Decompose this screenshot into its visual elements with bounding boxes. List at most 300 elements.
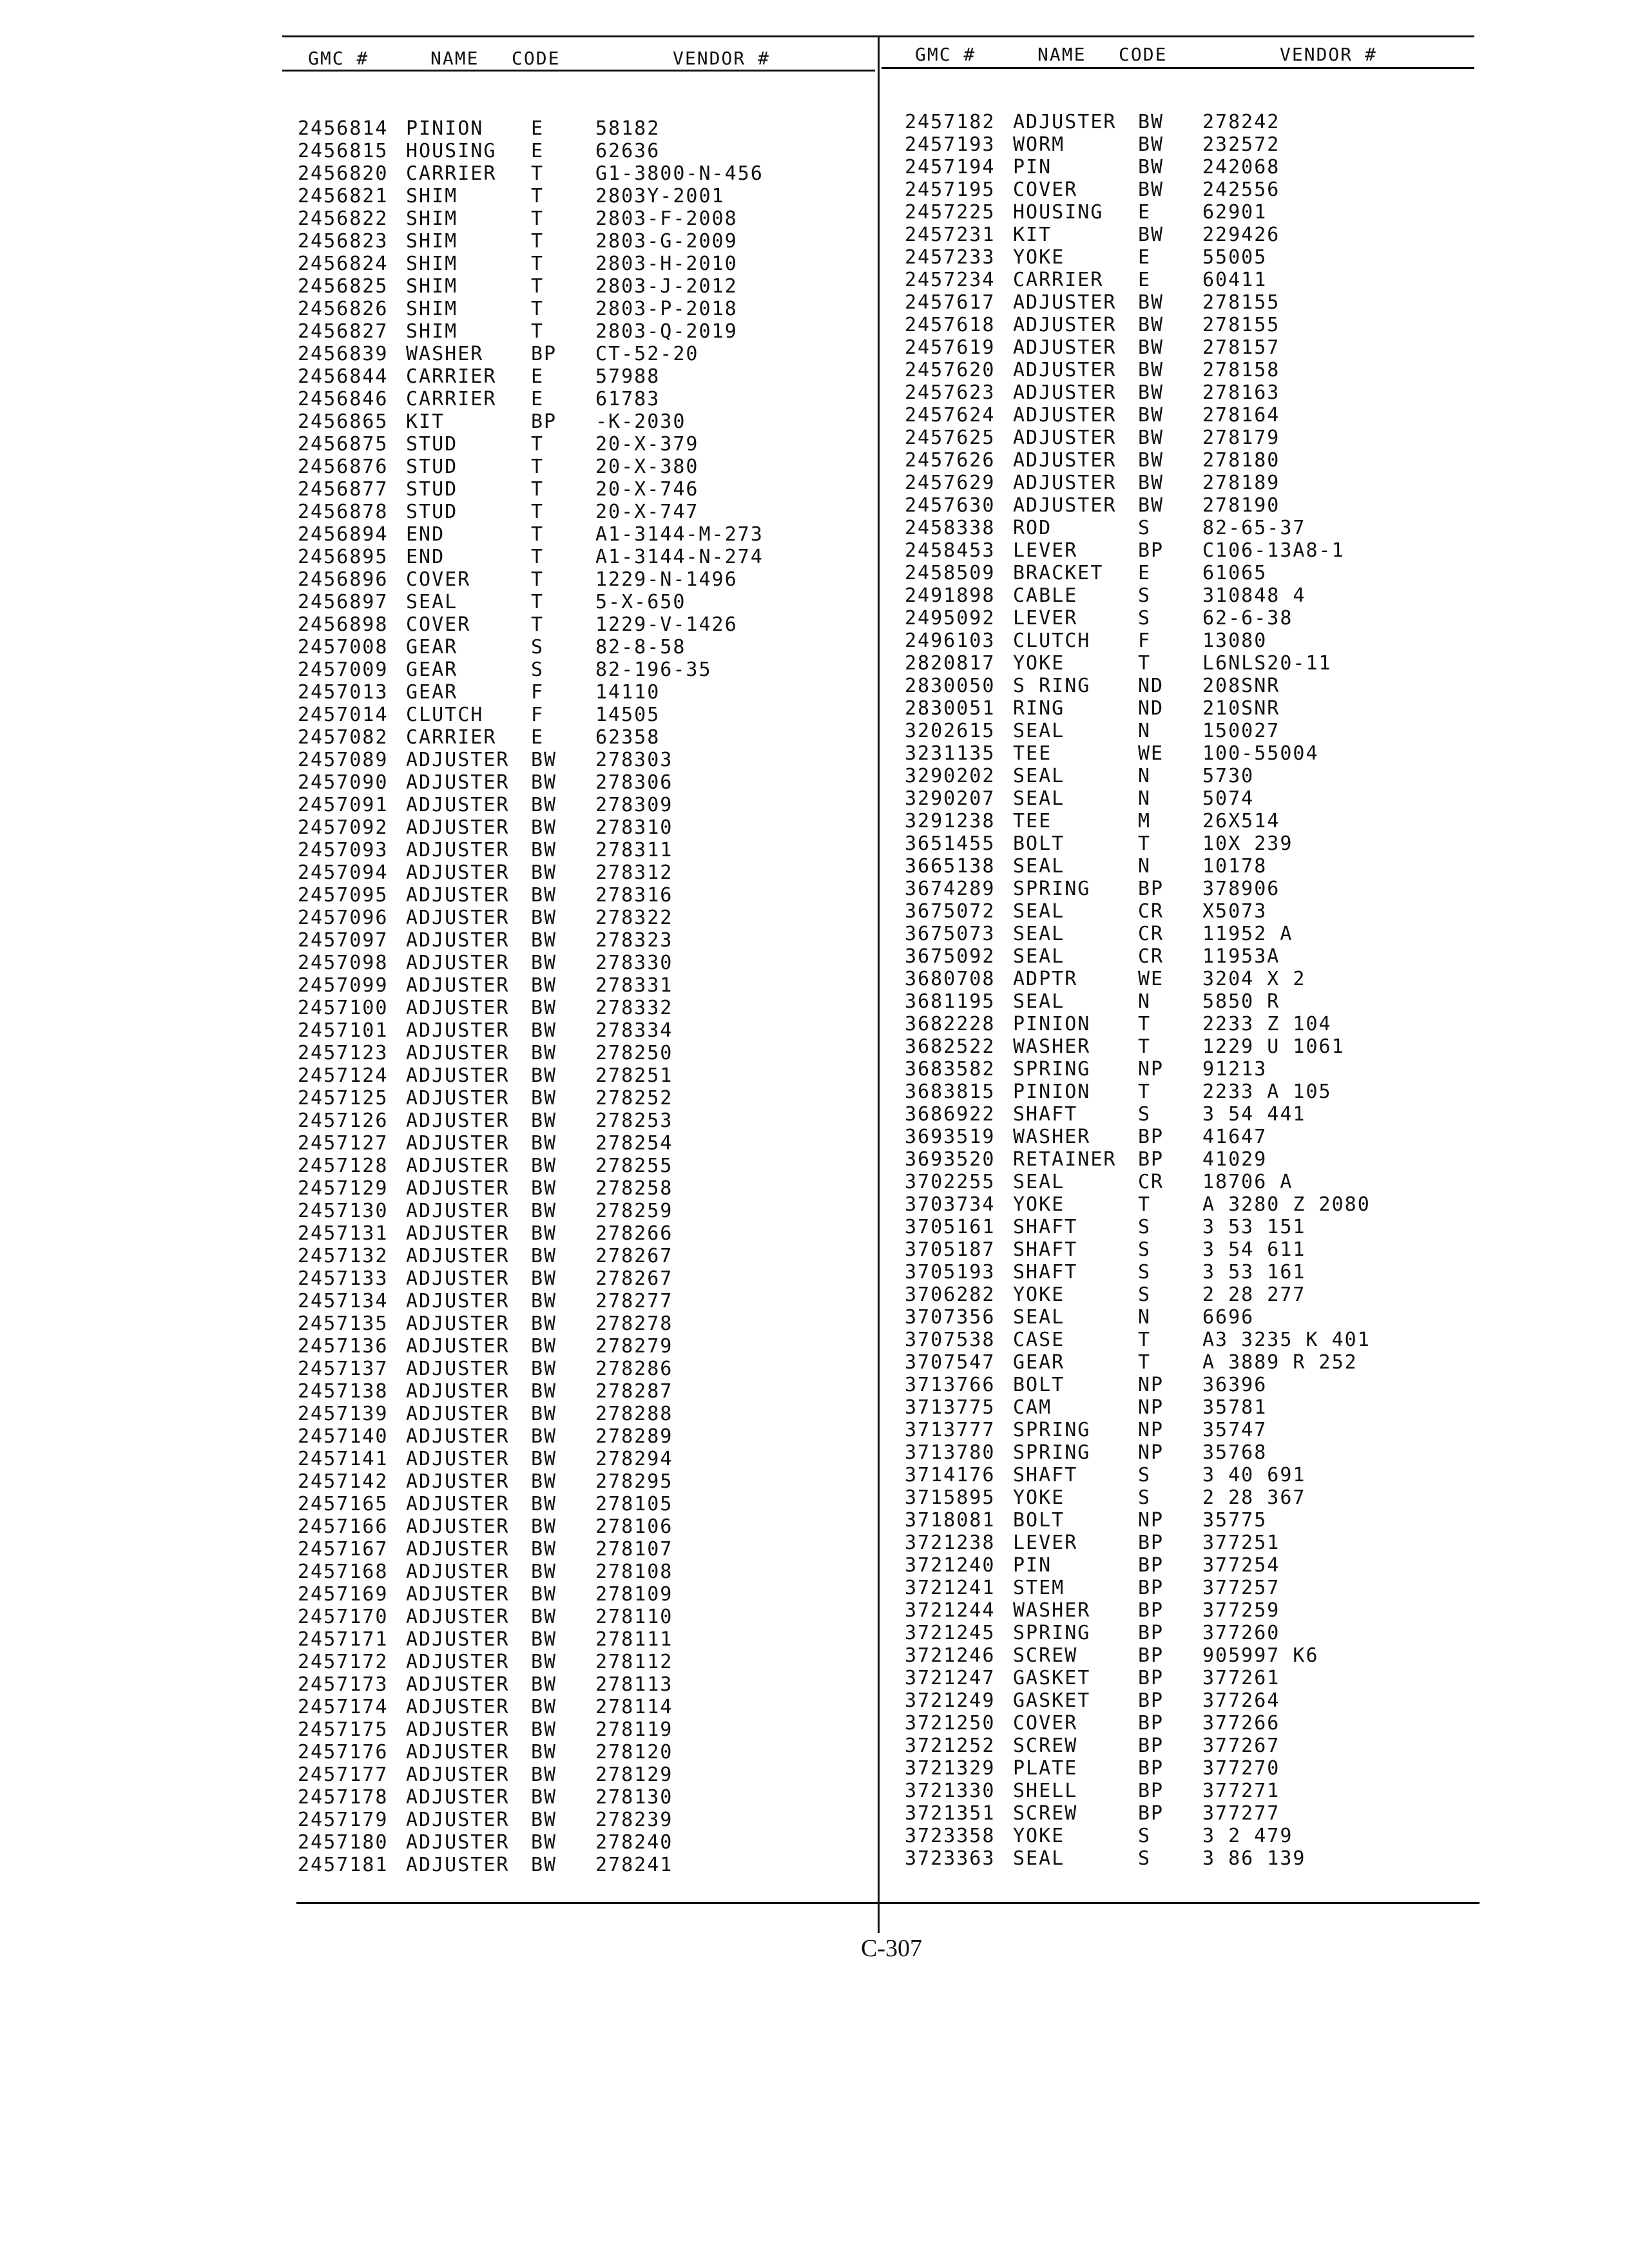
part-name: RETAINER [1013, 1148, 1117, 1171]
part-vendor: 278158 [1202, 359, 1280, 381]
part-vendor: 2803-G-2009 [595, 230, 738, 253]
table-row [905, 494, 1472, 517]
part-name: SHIM [406, 253, 458, 275]
part-name: ADJUSTER [406, 1403, 510, 1425]
part-code: S [1138, 1464, 1152, 1486]
part-gmc: 3703734 [905, 1193, 996, 1216]
part-gmc: 3675072 [905, 900, 996, 923]
part-code: BW [531, 952, 557, 974]
table-row [298, 839, 865, 861]
table-row [905, 1554, 1472, 1577]
table-row [905, 787, 1472, 810]
part-vendor: 278106 [595, 1515, 673, 1538]
part-code: BW [1138, 381, 1164, 404]
table-row [298, 997, 865, 1019]
part-code: NP [1138, 1419, 1164, 1441]
part-gmc: 2457169 [298, 1583, 389, 1606]
part-name: PINION [406, 117, 484, 140]
part-gmc: 2456878 [298, 501, 389, 523]
part-vendor: 377261 [1202, 1667, 1280, 1689]
part-code: BP [1138, 539, 1164, 562]
table-row [298, 816, 865, 839]
part-vendor: 278108 [595, 1561, 673, 1583]
table-row [905, 201, 1472, 224]
part-vendor: 278267 [595, 1245, 673, 1267]
table-row [298, 1763, 865, 1786]
part-name: SEAL [1013, 787, 1065, 810]
part-name: BOLT [1013, 832, 1065, 855]
part-vendor: 35747 [1202, 1419, 1268, 1441]
part-gmc: 2456898 [298, 613, 389, 636]
part-gmc: 2457126 [298, 1110, 389, 1132]
part-code: BW [531, 1470, 557, 1493]
part-code: BW [531, 1583, 557, 1606]
part-gmc: 2456865 [298, 410, 389, 433]
part-vendor: 278251 [595, 1064, 673, 1087]
part-gmc: 3706282 [905, 1283, 996, 1306]
part-gmc: 2457172 [298, 1651, 389, 1673]
table-row [298, 365, 865, 388]
part-name: TEE [1013, 742, 1052, 765]
part-vendor: 377264 [1202, 1689, 1280, 1712]
part-code: T [531, 456, 545, 478]
table-row [905, 900, 1472, 923]
part-code: BW [531, 1515, 557, 1538]
part-vendor: 278278 [595, 1312, 673, 1335]
part-gmc: 3721240 [905, 1554, 996, 1577]
part-gmc: 2457630 [905, 494, 996, 517]
table-row [298, 1267, 865, 1290]
part-code: WE [1138, 968, 1164, 990]
part-vendor: 278334 [595, 1019, 673, 1042]
part-name: SHAFT [1013, 1216, 1078, 1238]
part-name: PIN [1013, 1554, 1052, 1577]
part-vendor: 278119 [595, 1718, 673, 1741]
part-name: ADJUSTER [406, 1425, 510, 1448]
part-gmc: 2457090 [298, 771, 389, 794]
part-gmc: 2457098 [298, 952, 389, 974]
part-gmc: 2457091 [298, 794, 389, 816]
part-name: BOLT [1013, 1509, 1065, 1532]
part-vendor: 5074 [1202, 787, 1255, 810]
part-name: SPRING [1013, 878, 1091, 900]
part-code: CR [1138, 1171, 1164, 1193]
part-code: BW [1138, 336, 1164, 359]
table-row [905, 675, 1472, 697]
part-name: ADJUSTER [406, 1064, 510, 1087]
part-gmc: 2457127 [298, 1132, 389, 1155]
part-name: SCREW [1013, 1644, 1078, 1667]
table-row [298, 162, 865, 185]
part-code: BW [1138, 494, 1164, 517]
part-code: S [1138, 1283, 1152, 1306]
part-name: COVER [1013, 1712, 1078, 1735]
table-row [298, 1470, 865, 1493]
table-row [298, 1493, 865, 1515]
table-row [298, 1155, 865, 1177]
part-code: T [1138, 652, 1152, 675]
part-vendor: 2803-H-2010 [595, 253, 738, 275]
part-name: BOLT [1013, 1374, 1065, 1396]
part-code: S [1138, 1261, 1152, 1283]
part-code: E [531, 140, 545, 162]
part-gmc: 2457134 [298, 1290, 389, 1312]
part-name: SEAL [1013, 923, 1065, 945]
part-name: ADJUSTER [406, 1741, 510, 1763]
part-vendor: 62358 [595, 726, 660, 749]
part-code: BW [531, 1448, 557, 1470]
table-row [905, 562, 1472, 584]
part-name: ADJUSTER [406, 1696, 510, 1718]
part-vendor: 2803-F-2008 [595, 207, 738, 230]
table-row [905, 1667, 1472, 1689]
table-row [905, 832, 1472, 855]
part-name: STUD [406, 456, 458, 478]
part-name: ADJUSTER [406, 1628, 510, 1651]
part-code: T [531, 568, 545, 591]
part-name: LEVER [1013, 1532, 1078, 1554]
part-gmc: 2457136 [298, 1335, 389, 1358]
part-gmc: 2457180 [298, 1831, 389, 1854]
part-vendor: 62901 [1202, 201, 1268, 224]
table-row [298, 726, 865, 749]
part-name: ADJUSTER [406, 794, 510, 816]
part-code: N [1138, 765, 1152, 787]
part-gmc: 2457173 [298, 1673, 389, 1696]
table-row [298, 591, 865, 613]
part-gmc: 3675073 [905, 923, 996, 945]
header-name: NAME [430, 48, 479, 69]
table-row [298, 1290, 865, 1312]
part-code: T [1138, 1013, 1152, 1035]
part-name: CASE [1013, 1329, 1065, 1351]
part-code: BP [1138, 1599, 1164, 1622]
part-gmc: 3686922 [905, 1103, 996, 1126]
part-name: SHAFT [1013, 1103, 1078, 1126]
part-vendor: 278180 [1202, 449, 1280, 472]
part-name: ADJUSTER [406, 1763, 510, 1786]
part-name: END [406, 546, 445, 568]
part-name: ADJUSTER [406, 1538, 510, 1561]
table-row [905, 765, 1472, 787]
part-name: ADJUSTER [406, 974, 510, 997]
table-row [298, 253, 865, 275]
part-vendor: 278309 [595, 794, 673, 816]
part-name: SHIM [406, 298, 458, 320]
part-vendor: 35768 [1202, 1441, 1268, 1464]
part-code: T [531, 478, 545, 501]
part-vendor: 278331 [595, 974, 673, 997]
part-gmc: 2457178 [298, 1786, 389, 1809]
part-name: KIT [406, 410, 445, 433]
part-name: ADJUSTER [406, 771, 510, 794]
part-name: SHIM [406, 275, 458, 298]
part-gmc: 2457234 [905, 269, 996, 291]
header-gmc: GMC # [308, 48, 369, 69]
table-row [298, 1064, 865, 1087]
table-row [905, 607, 1472, 629]
part-gmc: 3721247 [905, 1667, 996, 1689]
table-row [905, 1532, 1472, 1554]
table-row [298, 1696, 865, 1718]
part-gmc: 2457174 [298, 1696, 389, 1718]
table-row [298, 1019, 865, 1042]
part-name: ADJUSTER [406, 1290, 510, 1312]
part-vendor: 61783 [595, 388, 660, 410]
part-gmc: 2457096 [298, 907, 389, 929]
part-gmc: 2456875 [298, 433, 389, 456]
part-vendor: CT-52-20 [595, 343, 699, 365]
part-vendor: 278255 [595, 1155, 673, 1177]
table-row [298, 1200, 865, 1222]
table-row [298, 320, 865, 343]
part-gmc: 3290207 [905, 787, 996, 810]
part-vendor: A 3280 Z 2080 [1202, 1193, 1371, 1216]
part-gmc: 2458453 [905, 539, 996, 562]
table-row [905, 1712, 1472, 1735]
part-code: BW [531, 1493, 557, 1515]
part-vendor: 13080 [1202, 629, 1268, 652]
part-code: BW [531, 1358, 557, 1380]
part-code: BW [1138, 359, 1164, 381]
part-gmc: 3715895 [905, 1486, 996, 1509]
part-gmc: 3682522 [905, 1035, 996, 1058]
table-row [298, 1628, 865, 1651]
part-name: SEAL [1013, 945, 1065, 968]
part-vendor: 278310 [595, 816, 673, 839]
part-vendor: 61065 [1202, 562, 1268, 584]
table-row [905, 1509, 1472, 1532]
part-name: PINION [1013, 1013, 1091, 1035]
part-gmc: 2456839 [298, 343, 389, 365]
part-vendor: 278130 [595, 1786, 673, 1809]
part-name: ADJUSTER [406, 929, 510, 952]
part-vendor: 229426 [1202, 224, 1280, 246]
part-gmc: 3721244 [905, 1599, 996, 1622]
table-row [905, 178, 1472, 201]
part-code: BW [531, 1809, 557, 1831]
part-gmc: 2457167 [298, 1538, 389, 1561]
part-code: T [531, 162, 545, 185]
table-row [905, 1283, 1472, 1306]
part-gmc: 3675092 [905, 945, 996, 968]
part-gmc: 2457093 [298, 839, 389, 861]
part-code: T [531, 275, 545, 298]
part-gmc: 3674289 [905, 878, 996, 900]
part-code: N [1138, 787, 1152, 810]
part-code: BW [531, 1561, 557, 1583]
part-code: BP [1138, 1532, 1164, 1554]
part-code: F [531, 704, 545, 726]
part-gmc: 3718081 [905, 1509, 996, 1532]
part-vendor: 278253 [595, 1110, 673, 1132]
table-row [905, 427, 1472, 449]
part-vendor: 377251 [1202, 1532, 1280, 1554]
column-divider [878, 35, 880, 1933]
part-code: BW [531, 1177, 557, 1200]
part-vendor: 1229-V-1426 [595, 613, 738, 636]
part-gmc: 3683582 [905, 1058, 996, 1081]
part-name: SEAL [1013, 990, 1065, 1013]
table-row [298, 929, 865, 952]
part-gmc: 2830051 [905, 697, 996, 720]
part-name: WASHER [406, 343, 484, 365]
part-name: YOKE [1013, 1486, 1065, 1509]
part-gmc: 2495092 [905, 607, 996, 629]
part-name: PIN [1013, 156, 1052, 178]
part-name: GEAR [406, 681, 458, 704]
part-name: ADJUSTER [406, 1786, 510, 1809]
part-vendor: 278323 [595, 929, 673, 952]
part-code: WE [1138, 742, 1164, 765]
part-code: NP [1138, 1441, 1164, 1464]
part-vendor: 278109 [595, 1583, 673, 1606]
part-vendor: 2233 A 105 [1202, 1081, 1332, 1103]
part-name: SHIM [406, 185, 458, 207]
table-row [298, 275, 865, 298]
part-vendor: 10178 [1202, 855, 1268, 878]
part-name: STEM [1013, 1577, 1065, 1599]
part-vendor: 2233 Z 104 [1202, 1013, 1332, 1035]
table-row [298, 884, 865, 907]
header-vendor: VENDOR # [673, 48, 770, 69]
part-name: ADJUSTER [1013, 359, 1117, 381]
part-vendor: 377270 [1202, 1757, 1280, 1780]
part-gmc: 2456826 [298, 298, 389, 320]
part-code: BP [1138, 1622, 1164, 1644]
table-row [905, 629, 1472, 652]
part-code: BP [531, 410, 557, 433]
part-gmc: 2456844 [298, 365, 389, 388]
part-name: SHELL [1013, 1780, 1078, 1802]
part-name: GEAR [1013, 1351, 1065, 1374]
table-row [298, 433, 865, 456]
part-name: SEAL [1013, 855, 1065, 878]
part-vendor: 11952 A [1202, 923, 1293, 945]
table-row [905, 1261, 1472, 1283]
part-code: BW [531, 997, 557, 1019]
part-gmc: 2457009 [298, 658, 389, 681]
table-row [905, 1329, 1472, 1351]
part-name: ADJUSTER [406, 1831, 510, 1854]
part-gmc: 2457626 [905, 449, 996, 472]
part-code: BP [1138, 1554, 1164, 1577]
part-gmc: 2457619 [905, 336, 996, 359]
part-code: T [531, 501, 545, 523]
part-name: ADJUSTER [406, 1854, 510, 1876]
table-row [905, 652, 1472, 675]
part-code: NP [1138, 1509, 1164, 1532]
table-row [298, 861, 865, 884]
part-gmc: 2457623 [905, 381, 996, 404]
table-row [298, 410, 865, 433]
part-vendor: 26X514 [1202, 810, 1280, 832]
part-name: SHIM [406, 230, 458, 253]
part-code: BW [531, 749, 557, 771]
part-code: BP [1138, 1577, 1164, 1599]
table-row [905, 472, 1472, 494]
part-name: LEVER [1013, 539, 1078, 562]
part-code: T [1138, 1081, 1152, 1103]
part-name: LEVER [1013, 607, 1078, 629]
table-row [905, 1171, 1472, 1193]
part-name: ADPTR [1013, 968, 1078, 990]
part-vendor: 1229 U 1061 [1202, 1035, 1345, 1058]
part-vendor: 82-196-35 [595, 658, 712, 681]
part-code: BW [531, 884, 557, 907]
part-vendor: 278157 [1202, 336, 1280, 359]
table-row [905, 1126, 1472, 1148]
part-vendor: 3204 X 2 [1202, 968, 1306, 990]
part-name: WASHER [1013, 1035, 1091, 1058]
part-code: BW [531, 1763, 557, 1786]
table-row [298, 952, 865, 974]
table-row [905, 1013, 1472, 1035]
part-gmc: 2457233 [905, 246, 996, 269]
part-gmc: 2457166 [298, 1515, 389, 1538]
part-code: E [1138, 201, 1152, 224]
table-row [298, 1606, 865, 1628]
table-row [298, 1583, 865, 1606]
part-gmc: 2457138 [298, 1380, 389, 1403]
table-row [298, 1741, 865, 1763]
table-row [905, 923, 1472, 945]
part-gmc: 2456821 [298, 185, 389, 207]
part-name: ADJUSTER [406, 997, 510, 1019]
part-code: BP [1138, 1802, 1164, 1825]
table-row [905, 156, 1472, 178]
part-gmc: 2457132 [298, 1245, 389, 1267]
part-vendor: 278110 [595, 1606, 673, 1628]
part-gmc: 2496103 [905, 629, 996, 652]
part-gmc: 2456827 [298, 320, 389, 343]
table-row [905, 111, 1472, 133]
part-gmc: 2457195 [905, 178, 996, 201]
part-name: SEAL [1013, 900, 1065, 923]
table-row [905, 1464, 1472, 1486]
table-row [905, 945, 1472, 968]
part-code: BW [1138, 472, 1164, 494]
page-number: C-307 [861, 1935, 922, 1962]
header-code: CODE [1119, 44, 1168, 65]
table-row [905, 1216, 1472, 1238]
table-row [298, 1380, 865, 1403]
part-code: BW [531, 771, 557, 794]
part-gmc: 2456825 [298, 275, 389, 298]
part-name: RING [1013, 697, 1065, 720]
part-gmc: 3721246 [905, 1644, 996, 1667]
table-row [298, 207, 865, 230]
part-code: NP [1138, 1396, 1164, 1419]
part-gmc: 3723358 [905, 1825, 996, 1847]
table-row [298, 117, 865, 140]
part-code: BW [531, 1380, 557, 1403]
table-row [298, 1673, 865, 1696]
table-row [298, 343, 865, 365]
part-gmc: 2456814 [298, 117, 389, 140]
table-row [905, 1238, 1472, 1261]
part-code: N [1138, 855, 1152, 878]
table-row [905, 1396, 1472, 1419]
part-vendor: 20-X-379 [595, 433, 699, 456]
part-gmc: 3705193 [905, 1261, 996, 1283]
part-vendor: 278242 [1202, 111, 1280, 133]
part-vendor: 278311 [595, 839, 673, 861]
part-gmc: 3681195 [905, 990, 996, 1013]
part-gmc: 2457181 [298, 1854, 389, 1876]
part-gmc: 3702255 [905, 1171, 996, 1193]
part-vendor: 278267 [595, 1267, 673, 1290]
